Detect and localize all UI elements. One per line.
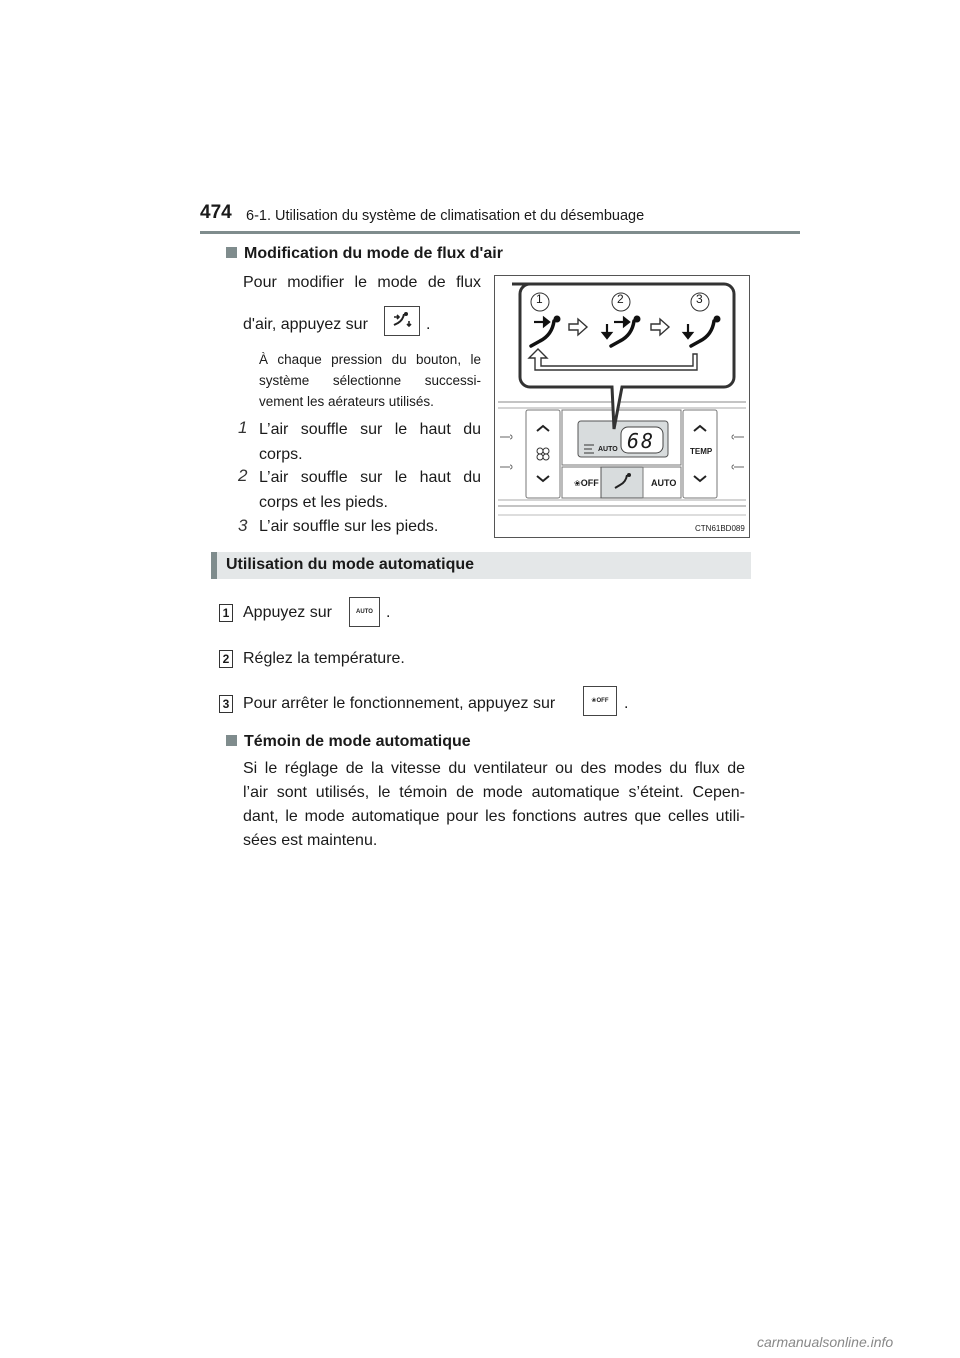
indicator-line-4: sées est maintenu. [243, 832, 378, 849]
section-title: 6-1. Utilisation du système de climatisation et du désembuage [246, 208, 645, 224]
auto-button: AUTO [651, 478, 677, 488]
step-badge-2: 2 [219, 650, 233, 668]
section-heading-bar [211, 552, 751, 579]
indicator-line-1: Si le réglage de la vitesse du ventilateur ou des modes du flux de [243, 760, 745, 777]
note-line3: vement les aérateurs utilisés. [259, 394, 434, 409]
step-1-text: Appuyez sur [243, 604, 332, 621]
step-3-after: . [624, 695, 629, 712]
mode-label-2: 2 [617, 292, 624, 306]
step-1-after: . [386, 604, 391, 621]
airflow-intro-line2 [243, 312, 368, 338]
indicator-heading [226, 733, 471, 751]
intro-after: . [426, 316, 431, 333]
display-auto-indicator: AUTO [598, 446, 618, 453]
airflow-intro-line1: Pour modifier le mode de flux [243, 274, 481, 291]
fan-icon: ❀ [574, 479, 581, 488]
page-number: 474 [200, 202, 232, 223]
section-heading: Utilisation du mode automatique [226, 556, 475, 573]
item-3-line1: L’air souffle sur les pieds. [259, 518, 439, 535]
indicator-line-3: dant, le mode automatique pour les fonctions autres que celles utili- [243, 808, 745, 825]
item-1-line2: corps. [259, 446, 303, 463]
fan-off-button [574, 478, 599, 488]
indicator-line-2: l’air sont utilisés, le témoin de mode automatique s’éteint. Cepen- [243, 784, 745, 801]
item-2-line1: L’air souffle sur le haut du [259, 469, 481, 486]
display-temperature: 68 [627, 429, 656, 453]
step-badge-1: 1 [219, 604, 233, 622]
fan-off-key-label: OFF [596, 698, 609, 704]
step-3-text: Pour arrêter le fonctionnement, appuyez sur [243, 695, 556, 712]
indicator-heading-text: Témoin de mode automatique [244, 733, 471, 750]
airflow-heading [226, 245, 503, 263]
mode-label-1: 1 [536, 292, 543, 306]
item-number-1: 1 [238, 418, 248, 437]
airflow-heading-text: Modification du mode de flux d'air [244, 245, 503, 262]
temp-label: TEMP [690, 447, 713, 456]
mode-label-3: 3 [696, 292, 703, 306]
fan-icon-small: ❀ [591, 698, 597, 704]
climate-panel-figure [494, 275, 750, 538]
square-bullet-icon [226, 735, 237, 746]
fan-off-label: OFF [580, 478, 599, 488]
auto-key-icon: AUTO [349, 597, 380, 627]
note-line2: système sélectionne successi- [259, 373, 481, 388]
climate-panel-illustration [494, 275, 750, 538]
airflow-mode-icon [390, 311, 414, 331]
fan-off-key-icon [583, 686, 617, 716]
step-2-text: Réglez la température. [243, 650, 405, 667]
item-number-2: 2 [238, 466, 248, 485]
intro-before: d'air, appuyez sur [243, 316, 368, 333]
note-line1: À chaque pression du bouton, le [259, 352, 481, 367]
item-number-3: 3 [238, 516, 248, 535]
square-bullet-icon [226, 247, 237, 258]
item-2-line2: corps et les pieds. [259, 494, 388, 511]
airflow-mode-key [384, 306, 420, 336]
item-1-line1: L’air souffle sur le haut du [259, 421, 481, 438]
figure-code: CTN61BD089 [695, 524, 745, 533]
watermark: carmanualsonline.info [757, 1334, 894, 1350]
header-rule [200, 231, 800, 234]
step-badge-3: 3 [219, 695, 233, 713]
